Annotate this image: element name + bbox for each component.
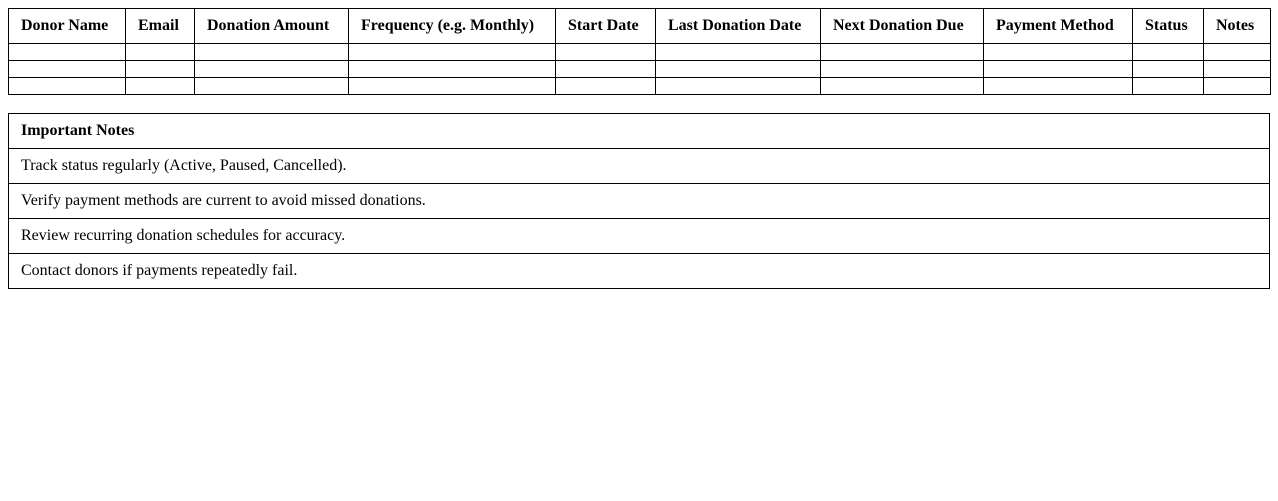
column-header-donation-amount: Donation Amount — [195, 9, 349, 44]
table-cell[interactable] — [126, 44, 195, 61]
table-cell[interactable] — [195, 44, 349, 61]
page-content — [8, 8, 1270, 289]
table-cell[interactable] — [126, 78, 195, 95]
table-cell[interactable] — [556, 78, 656, 95]
list-item — [9, 184, 1270, 219]
column-header-frequency: Frequency (e.g. Monthly) — [349, 9, 556, 44]
table-cell[interactable] — [656, 44, 821, 61]
table-row — [9, 44, 1271, 61]
donor-tracking-table — [8, 8, 1271, 95]
note-item: Verify payment methods are current to avoid missed donations. — [9, 184, 1270, 219]
table-cell[interactable] — [195, 61, 349, 78]
column-header-status: Status — [1133, 9, 1204, 44]
column-header-start-date: Start Date — [556, 9, 656, 44]
column-header-payment-method: Payment Method — [984, 9, 1133, 44]
table-cell[interactable] — [556, 44, 656, 61]
table-cell[interactable] — [984, 44, 1133, 61]
notes-header-row — [9, 114, 1270, 149]
note-item: Review recurring donation schedules for accuracy. — [9, 219, 1270, 254]
table-cell[interactable] — [656, 61, 821, 78]
table-cell[interactable] — [984, 78, 1133, 95]
column-header-last-donation-date: Last Donation Date — [656, 9, 821, 44]
column-header-donor-name: Donor Name — [9, 9, 126, 44]
notes-title: Important Notes — [9, 114, 1270, 149]
table-row — [9, 78, 1271, 95]
table-cell[interactable] — [349, 78, 556, 95]
table-cell[interactable] — [1204, 61, 1271, 78]
list-item — [9, 254, 1270, 289]
table-cell[interactable] — [195, 78, 349, 95]
table-cell[interactable] — [984, 61, 1133, 78]
table-cell[interactable] — [821, 61, 984, 78]
table-cell[interactable] — [349, 44, 556, 61]
note-item: Contact donors if payments repeatedly fail. — [9, 254, 1270, 289]
table-cell[interactable] — [656, 78, 821, 95]
table-cell[interactable] — [9, 44, 126, 61]
table-header-row — [9, 9, 1271, 44]
table-cell[interactable] — [1133, 61, 1204, 78]
table-cell[interactable] — [1133, 44, 1204, 61]
column-header-next-donation-due: Next Donation Due — [821, 9, 984, 44]
table-cell[interactable] — [1204, 44, 1271, 61]
table-cell[interactable] — [556, 61, 656, 78]
table-cell[interactable] — [126, 61, 195, 78]
column-header-email: Email — [126, 9, 195, 44]
table-cell[interactable] — [1204, 78, 1271, 95]
note-item: Track status regularly (Active, Paused, Cancelled). — [9, 149, 1270, 184]
table-cell[interactable] — [9, 78, 126, 95]
table-cell[interactable] — [821, 44, 984, 61]
list-item — [9, 219, 1270, 254]
table-cell[interactable] — [349, 61, 556, 78]
list-item — [9, 149, 1270, 184]
important-notes-table — [8, 113, 1270, 289]
table-row — [9, 61, 1271, 78]
table-cell[interactable] — [9, 61, 126, 78]
column-header-notes: Notes — [1204, 9, 1271, 44]
table-cell[interactable] — [821, 78, 984, 95]
table-cell[interactable] — [1133, 78, 1204, 95]
